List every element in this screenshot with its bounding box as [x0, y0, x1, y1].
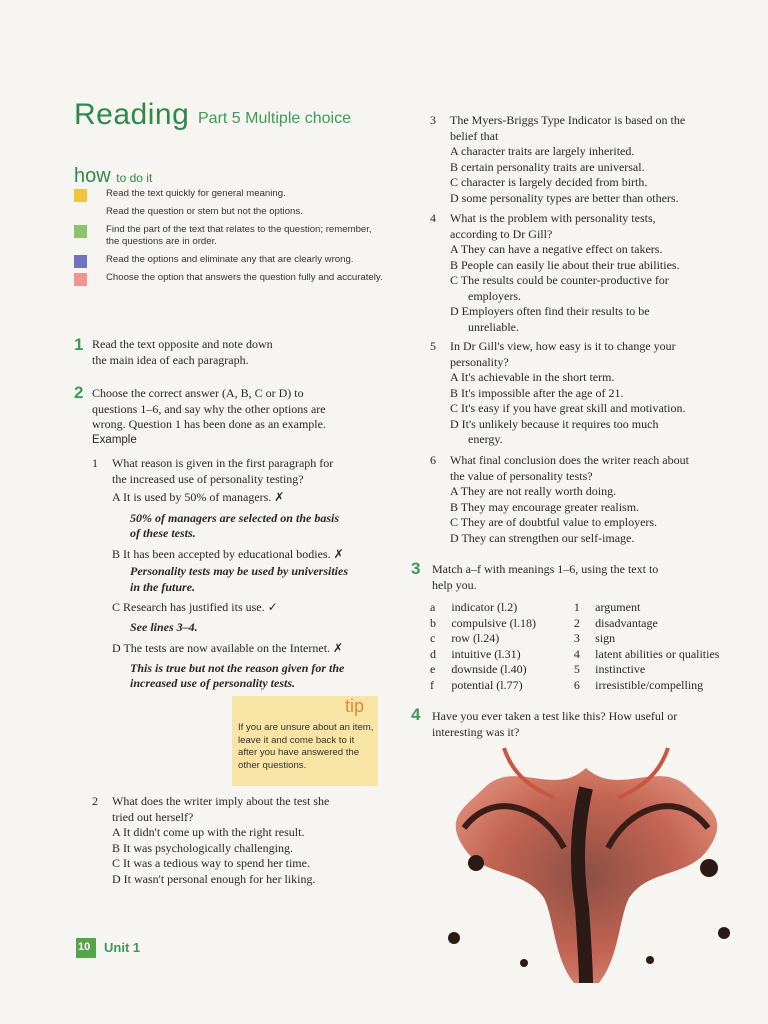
option-d: D It wasn't personal enough for her liking. — [112, 871, 316, 886]
question-stem: the increased use of personality testing? — [112, 471, 304, 486]
answer-note — [112, 661, 392, 692]
howto-step — [74, 224, 384, 248]
question-6 — [430, 453, 750, 546]
match-n: 4 — [573, 646, 580, 661]
match-l: d — [430, 646, 436, 661]
howto-step-text: Read the options and eliminate any that are clearly wrong. — [106, 254, 354, 265]
howto-step-text: Read the question or stem but not the options. — [106, 206, 303, 217]
option-c: C It's easy if you have great skill and motivation. — [450, 401, 686, 415]
question-stem: The Myers-Briggs Type Indicator is based on the — [450, 113, 686, 127]
option-d-cont: energy. — [468, 432, 503, 446]
match-word: downside (l.40) — [451, 662, 527, 676]
question-stem: What is the problem with personality tests, — [450, 211, 656, 225]
option-a: A It didn't come up with the right result. — [112, 825, 305, 839]
howto-step — [74, 254, 384, 266]
option-d: D They can strengthen our self-image. — [450, 530, 635, 545]
howto-step — [74, 206, 384, 218]
task1-line: the main idea of each paragraph. — [92, 352, 249, 367]
color-swatch-icon — [74, 255, 87, 268]
question-number: 6 — [430, 453, 436, 467]
task3-line: help you. — [432, 577, 477, 592]
howto-steps — [74, 188, 384, 290]
howto-step-text: Find the part of the text that relates to the question; remember, the questions are in order. — [106, 224, 372, 247]
option-c: C The results could be counter-productive for — [450, 273, 669, 287]
howto-step-text: Choose the option that answers the question fully and accurately. — [106, 272, 383, 283]
match-n: 6 — [573, 677, 580, 692]
option-a: A It's achievable in the short term. — [450, 370, 615, 384]
howto-title — [74, 165, 152, 188]
unit-label: Unit 1 — [104, 940, 141, 955]
table-row — [430, 662, 768, 678]
option-a: A They can have a negative effect on takers. — [450, 242, 663, 256]
option-d: D It's unlikely because it requires too much — [450, 416, 659, 431]
option-b: B They may encourage greater realism. — [450, 499, 640, 514]
match-meaning: instinctive — [595, 662, 646, 676]
answer-line: increased use of personality tests. — [130, 676, 295, 690]
answer-line: 50% of managers are selected on the basis — [130, 510, 339, 525]
table-row — [430, 647, 768, 663]
color-swatch-icon — [74, 189, 87, 202]
task4-number: 4 — [411, 705, 421, 724]
match-n: 3 — [573, 631, 580, 645]
option-d-cont: unreliable. — [468, 319, 519, 334]
question-1 — [92, 456, 392, 692]
question-stem: What reason is given in the first paragraph for — [112, 456, 334, 470]
howto-title-main: how — [74, 165, 111, 187]
answer-line: in the future. — [130, 579, 196, 594]
question-number: 1 — [92, 456, 98, 470]
option-a: A They are not really worth doing. — [450, 484, 617, 498]
answer-line: Personality tests may be used by universities — [130, 564, 348, 578]
question-2 — [92, 794, 392, 887]
match-meaning: irresistible/compelling — [595, 677, 704, 692]
color-swatch-icon — [74, 225, 87, 238]
task1-number: 1 — [74, 335, 84, 354]
example-label: Example — [92, 433, 137, 446]
task1-text — [92, 337, 392, 368]
match-word: potential (l.77) — [451, 677, 523, 692]
task3-line: Match a–f with meanings 1–6, using the text to — [432, 562, 659, 576]
match-meaning: sign — [595, 631, 616, 645]
color-swatch-icon — [74, 273, 87, 286]
question-stem: What does the writer imply about the test she — [112, 794, 330, 808]
tip-text: If you are unsure about an item, leave it and come back to it after you have answered the other questions. — [238, 722, 374, 771]
question-number: 3 — [430, 113, 436, 127]
match-l: e — [430, 662, 436, 676]
task1-line: Read the text opposite and note down — [92, 337, 273, 351]
page-subtitle: Part 5 Multiple choice — [198, 110, 351, 127]
matching-table — [430, 600, 768, 693]
task3-text — [432, 562, 742, 593]
match-word: intuitive (l.31) — [451, 646, 521, 661]
option-d: D Employers often find their results to be — [450, 304, 650, 318]
match-l: c — [430, 631, 436, 645]
inkblot-illustration — [404, 728, 768, 990]
option-d: D some personality types are better than others. — [450, 190, 679, 205]
answer-line: This is true but not the reason given for the — [130, 660, 345, 675]
option-b: B It was psychologically challenging. — [112, 840, 293, 855]
task2-line: wrong. Question 1 has been done as an example. — [92, 417, 326, 431]
question-4 — [430, 211, 750, 335]
question-stem: personality? — [450, 354, 509, 369]
task2-text — [92, 386, 392, 448]
match-meaning: argument — [595, 600, 641, 614]
table-row — [430, 600, 768, 616]
match-meaning: disadvantage — [595, 615, 658, 630]
question-number: 4 — [430, 211, 436, 225]
task4-line: interesting was it? — [432, 724, 520, 739]
task2-line: questions 1–6, and say why the other options are — [92, 401, 326, 416]
question-stem: What final conclusion does the writer reach about — [450, 453, 689, 467]
match-meaning: latent abilities or qualities — [595, 646, 720, 661]
page-title: Reading — [74, 98, 190, 131]
option-c: C It was a tedious way to spend her time. — [112, 856, 310, 870]
howto-step — [74, 272, 384, 284]
match-word: row (l.24) — [451, 631, 500, 645]
page-number: 10 — [78, 941, 91, 953]
option-c: C character is largely decided from birth. — [450, 175, 648, 189]
option-b: B People can easily lie about their true abilities. — [450, 257, 680, 272]
option-d: D The tests are now available on the Internet. ✗ — [112, 641, 344, 655]
match-l: f — [430, 677, 434, 692]
task3-number: 3 — [411, 559, 421, 578]
answer-line: of these tests. — [130, 526, 196, 540]
task4-line: Have you ever taken a test like this? How useful or — [432, 709, 678, 723]
table-row — [430, 616, 768, 632]
question-stem: belief that — [450, 128, 499, 143]
question-number: 2 — [92, 794, 98, 808]
match-l: a — [430, 600, 436, 614]
question-stem: according to Dr Gill? — [450, 226, 553, 241]
match-l: b — [430, 615, 436, 630]
howto-step-text: Read the text quickly for general meaning. — [106, 188, 286, 199]
howto-title-small: to do it — [116, 171, 153, 185]
option-b: B It has been accepted by educational bodies. ✗ — [112, 546, 344, 561]
match-word: indicator (l.2) — [451, 600, 518, 614]
match-n: 1 — [573, 600, 580, 614]
question-stem: the value of personality tests? — [450, 468, 593, 483]
task2-line: Choose the correct answer (A, B, C or D) to — [92, 386, 304, 400]
question-3 — [430, 113, 750, 206]
question-5 — [430, 339, 750, 448]
tip-label: tip — [345, 696, 365, 716]
option-b: B It's impossible after the age of 21. — [450, 385, 624, 400]
answer-note — [112, 511, 392, 542]
option-a: A character traits are largely inherited. — [450, 144, 635, 158]
option-c: C They are of doubtful value to employers. — [450, 515, 658, 529]
match-n: 2 — [573, 615, 580, 630]
match-n: 5 — [573, 662, 580, 676]
option-c-cont: employers. — [468, 288, 521, 303]
table-row — [430, 678, 768, 694]
answer-note — [112, 564, 392, 595]
answer-note: See lines 3–4. — [130, 619, 198, 634]
option-c: C Research has justified its use. ✓ — [112, 600, 278, 614]
question-number: 5 — [430, 339, 436, 353]
question-stem: In Dr Gill's view, how easy is it to change your — [450, 339, 676, 353]
option-a: A It is used by 50% of managers. ✗ — [112, 490, 285, 504]
match-word: compulsive (l.18) — [451, 615, 536, 630]
table-row — [430, 631, 768, 647]
howto-step — [74, 188, 384, 200]
question-stem: tried out herself? — [112, 809, 194, 824]
task2-number: 2 — [74, 383, 84, 402]
option-b: B certain personality traits are universal. — [450, 159, 645, 174]
